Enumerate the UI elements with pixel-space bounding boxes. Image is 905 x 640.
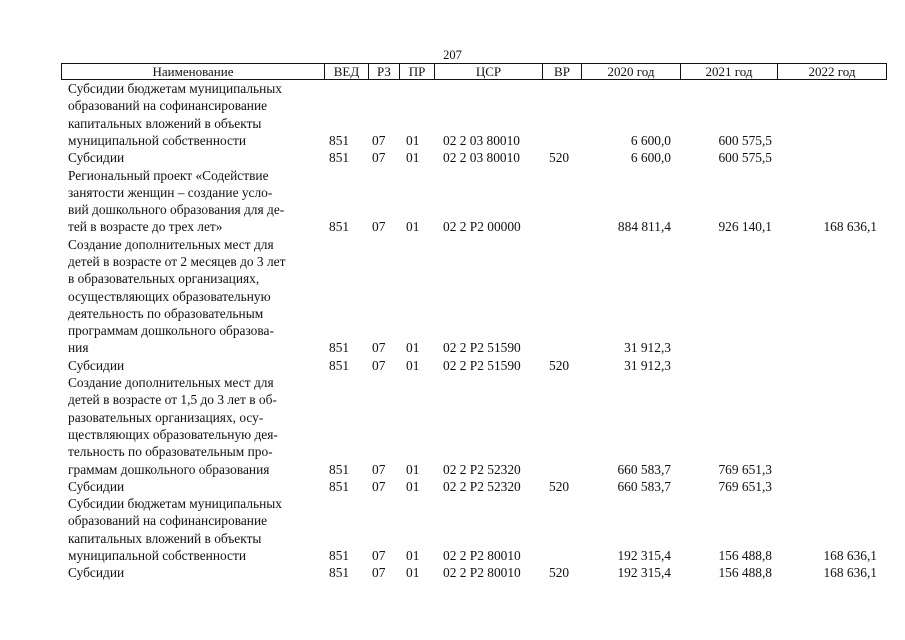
row-line	[0, 115, 905, 132]
row-line	[0, 547, 905, 564]
cell-csr: 02 2 P2 80010	[443, 565, 521, 581]
row-name-line: деятельность по образовательным	[68, 305, 264, 321]
row-line	[0, 443, 905, 460]
cell-csr: 02 2 03 80010	[443, 150, 520, 166]
cell-2021: 769 651,3	[718, 461, 772, 477]
cell-2021: 600 575,5	[718, 132, 772, 148]
row-name-line: Субсидии бюджетам муниципальных	[68, 496, 282, 512]
cell-2020: 192 315,4	[617, 565, 671, 581]
row-name-line: ния	[68, 340, 89, 356]
cell-pr: 01	[406, 461, 420, 477]
row-line	[0, 339, 905, 356]
row-name-line: занятости женщин – создание усло-	[68, 184, 273, 200]
row-line	[0, 530, 905, 547]
cell-2021: 926 140,1	[718, 219, 772, 235]
cell-2020: 6 600,0	[630, 150, 671, 166]
row-name-line: детей в возрасте от 1,5 до 3 лет в об-	[68, 392, 277, 408]
row-line	[0, 409, 905, 426]
cell-vr: 520	[549, 150, 570, 166]
cell-csr: 02 2 P2 52320	[443, 478, 521, 494]
row-line	[0, 201, 905, 218]
row-name-line: программам дошкольного образова-	[68, 323, 274, 339]
row-line	[0, 495, 905, 512]
row-name-line: муниципальной собственности	[68, 132, 246, 148]
header-csr: ЦСР	[435, 64, 543, 79]
row-name-line: Субсидии	[68, 150, 125, 166]
cell-ved: 851	[329, 357, 350, 373]
cell-2022: 168 636,1	[823, 219, 877, 235]
cell-2020: 31 912,3	[624, 357, 671, 373]
cell-csr: 02 2 P2 52320	[443, 461, 521, 477]
row-name-line: Субсидии	[68, 478, 125, 494]
row-name-line: вий дошкольного образования для де-	[68, 202, 285, 218]
cell-rz: 07	[372, 340, 386, 356]
row-name-line: Субсидии бюджетам муниципальных	[68, 81, 282, 96]
row-line	[0, 270, 905, 287]
cell-ved: 851	[329, 340, 350, 356]
cell-ved: 851	[329, 461, 350, 477]
cell-2021: 156 488,8	[718, 548, 772, 564]
row-line	[0, 564, 905, 581]
cell-2022: 168 636,1	[823, 565, 877, 581]
cell-2021: 156 488,8	[718, 565, 772, 581]
row-name-line: в образовательных организациях,	[68, 271, 260, 287]
cell-rz: 07	[372, 478, 386, 494]
header-2020: 2020 год	[582, 64, 681, 79]
cell-csr: 02 2 P2 51590	[443, 357, 521, 373]
row-name-line: капитальных вложений в объекты	[68, 530, 262, 546]
row-line	[0, 305, 905, 322]
cell-rz: 07	[372, 150, 386, 166]
cell-2020: 884 811,4	[617, 219, 671, 235]
row-name-line: образований на софинансирование	[68, 513, 268, 529]
row-line	[0, 149, 905, 166]
cell-ved: 851	[329, 132, 350, 148]
row-line	[0, 461, 905, 478]
cell-rz: 07	[372, 219, 386, 235]
cell-2020: 192 315,4	[617, 548, 671, 564]
row-line	[0, 512, 905, 529]
cell-pr: 01	[406, 478, 420, 494]
header-2021: 2021 год	[681, 64, 778, 79]
cell-rz: 07	[372, 565, 386, 581]
row-line	[0, 80, 905, 97]
cell-csr: 02 2 03 80010	[443, 132, 520, 148]
row-line	[0, 167, 905, 184]
row-name-line: Субсидии	[68, 565, 125, 581]
cell-2020: 660 583,7	[617, 478, 671, 494]
cell-vr: 520	[549, 565, 570, 581]
cell-rz: 07	[372, 132, 386, 148]
row-line	[0, 97, 905, 114]
row-name-line: Создание дополнительных мест для	[68, 236, 274, 252]
cell-vr: 520	[549, 357, 570, 373]
cell-vr: 520	[549, 478, 570, 494]
row-line	[0, 478, 905, 495]
row-name-line: разовательных организациях, осу-	[68, 409, 264, 425]
cell-2022: 168 636,1	[823, 548, 877, 564]
cell-rz: 07	[372, 461, 386, 477]
cell-pr: 01	[406, 219, 420, 235]
header-2022: 2022 год	[808, 64, 856, 79]
row-line	[0, 426, 905, 443]
row-line	[0, 184, 905, 201]
row-line	[0, 357, 905, 374]
cell-rz: 07	[372, 357, 386, 373]
cell-2020: 660 583,7	[617, 461, 671, 477]
table-header	[61, 63, 887, 80]
cell-ved: 851	[329, 548, 350, 564]
cell-ved: 851	[329, 565, 350, 581]
cell-2020: 31 912,3	[624, 340, 671, 356]
row-name-line: Создание дополнительных мест для	[68, 375, 274, 391]
row-name-line: муниципальной собственности	[68, 548, 246, 564]
cell-2021: 769 651,3	[718, 478, 772, 494]
cell-ved: 851	[329, 478, 350, 494]
header-pr: ПР	[400, 64, 435, 79]
cell-pr: 01	[406, 565, 420, 581]
row-name-line: Региональный проект «Содействие	[68, 167, 269, 183]
cell-ved: 851	[329, 150, 350, 166]
row-line	[0, 236, 905, 253]
row-line	[0, 288, 905, 305]
row-name-line: образований на софинансирование	[68, 98, 268, 114]
row-line	[0, 391, 905, 408]
cell-pr: 01	[406, 132, 420, 148]
row-name-line: граммам дошкольного образования	[68, 461, 270, 477]
cell-ved: 851	[329, 219, 350, 235]
row-name-line: капитальных вложений в объекты	[68, 115, 262, 131]
cell-rz: 07	[372, 548, 386, 564]
cell-2021: 600 575,5	[718, 150, 772, 166]
row-name-line: тельность по образовательным про-	[68, 444, 273, 460]
row-line	[0, 253, 905, 270]
cell-pr: 01	[406, 357, 420, 373]
row-name-line: ществляющих образовательную дея-	[68, 426, 278, 442]
header-rz: РЗ	[369, 64, 400, 79]
row-line	[0, 374, 905, 391]
row-name-line: тей в возрасте до трех лет»	[68, 219, 223, 235]
row-name-line: Субсидии	[68, 357, 125, 373]
cell-csr: 02 2 P2 00000	[443, 219, 521, 235]
page-number: 207	[443, 48, 462, 62]
cell-2020: 6 600,0	[630, 132, 671, 148]
cell-csr: 02 2 P2 80010	[443, 548, 521, 564]
row-name-line: детей в возрасте от 2 месяцев до 3 лет	[68, 253, 286, 269]
header-name: Наименование	[62, 64, 325, 79]
row-name-line: осуществляющих образовательную	[68, 288, 271, 304]
row-line	[0, 132, 905, 149]
row-line	[0, 322, 905, 339]
cell-pr: 01	[406, 150, 420, 166]
cell-csr: 02 2 P2 51590	[443, 340, 521, 356]
cell-pr: 01	[406, 340, 420, 356]
header-vr: ВР	[543, 64, 582, 79]
cell-pr: 01	[406, 548, 420, 564]
row-line	[0, 218, 905, 235]
header-ved: ВЕД	[325, 64, 369, 79]
